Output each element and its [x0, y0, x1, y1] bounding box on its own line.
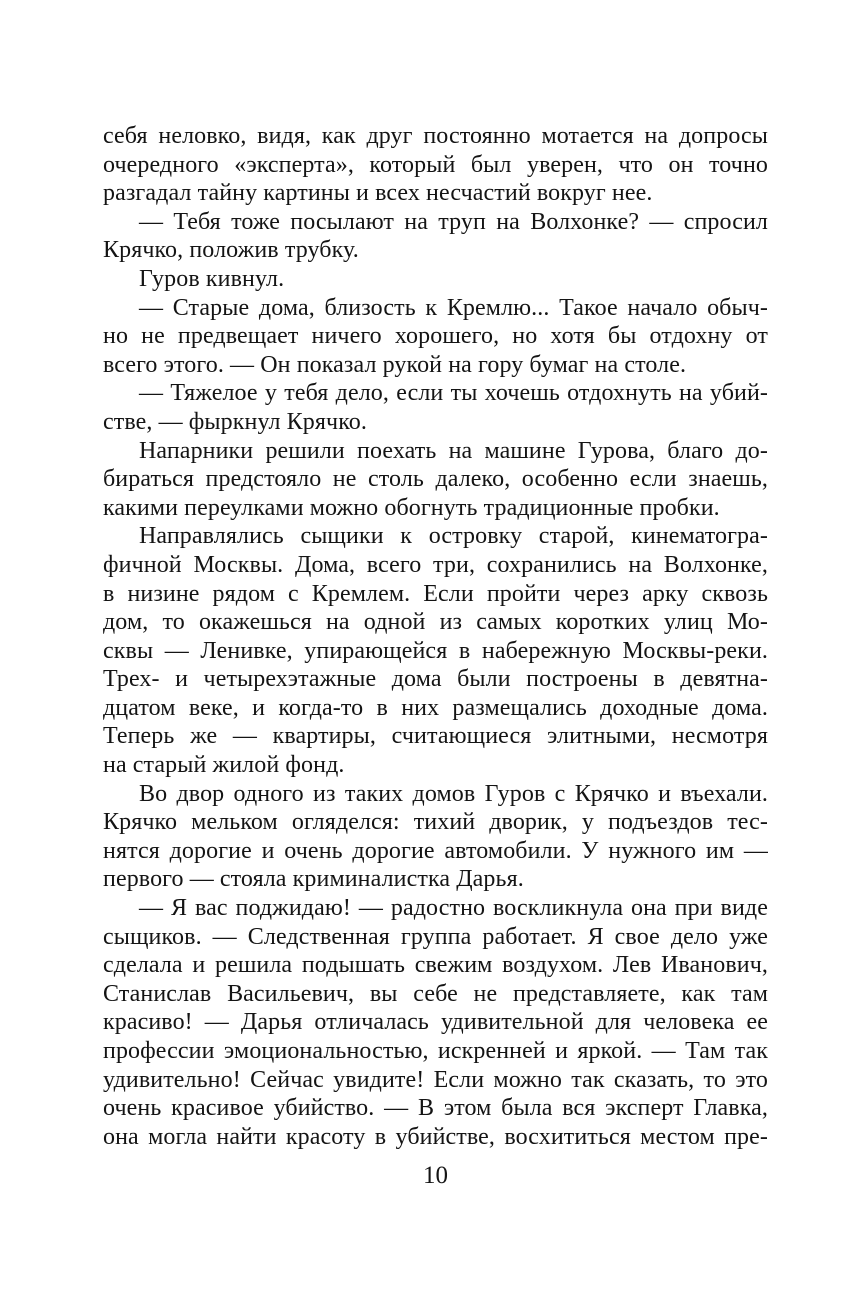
text-line: — Тяжелое у тебя дело, если ты хочешь отдохнуть на убий- — [139, 380, 768, 407]
text-line: стве, — фыркнул Крячко. — [103, 408, 367, 435]
text-line: себя неловко, видя, как друг постоянно мотается на допросы — [103, 123, 768, 149]
paragraph — [103, 780, 768, 894]
text-line: сквы — Ленивке, упирающейся в набережную Москвы-реки. — [103, 637, 768, 664]
text-line: Направлялись сыщики к островку старой, кинематогра- — [139, 523, 768, 550]
text-line: на старый жилой фонд. — [103, 752, 345, 779]
page-number: 10 — [423, 1162, 448, 1189]
text-line: но не предвещает ничего хорошего, но хотя бы отдохну от — [103, 323, 768, 350]
text-line: дцатом веке, и когда-то в них размещались доходные дома. — [103, 694, 768, 721]
paragraph — [103, 208, 768, 265]
text-line: нятся дорогие и очень дорогие автомобили. У нужного им — — [103, 837, 768, 864]
text-line: Трех- и четырехэтажные дома были построены в девятна- — [103, 666, 768, 693]
text-line: Напарники решили поехать на машине Гурова, благо до- — [139, 437, 768, 464]
paragraph — [103, 437, 768, 523]
paragraph — [103, 522, 768, 779]
paragraph — [103, 265, 768, 294]
text-line: сыщиков. — Следственная группа работает. Я свое дело уже — [103, 923, 768, 950]
text-line: Теперь же — квартиры, считающиеся элитными, несмотря — [103, 723, 768, 750]
paragraph — [103, 294, 768, 380]
text-line: бираться предстояло не столь далеко, особенно если знаешь, — [103, 466, 768, 493]
text-line: в низине рядом с Кремлем. Если пройти через арку сквозь — [103, 580, 768, 607]
text-line: — Я вас поджидаю! — радостно воскликнула она при виде — [139, 895, 768, 922]
text-line: очередного «эксперта», который был уверен, что он точно — [103, 151, 768, 178]
text-line: разгадал тайну картины и всех несчастий вокруг нее. — [103, 180, 653, 207]
text-line: удивительно! Сейчас увидите! Если можно так сказать, то это — [103, 1066, 768, 1093]
paragraph — [103, 379, 768, 436]
text-line: всего этого. — Он показал рукой на гору бумаг на столе. — [103, 351, 687, 378]
text-line: — Тебя тоже посылают на труп на Волхонке? — спросил — [139, 208, 768, 235]
text-line: какими переулками можно обогнуть традиционные пробки. — [103, 494, 720, 521]
paragraph — [103, 122, 768, 208]
text-line: — Старые дома, близость к Кремлю... Такое начало обыч- — [139, 294, 768, 321]
paragraph — [103, 894, 768, 1151]
text-line: дом, то окажешься на одной из самых коротких улиц Мо- — [103, 609, 768, 636]
text-line: Гуров кивнул. — [139, 265, 285, 292]
text-line: фичной Москвы. Дома, всего три, сохранились на Волхонке, — [103, 551, 768, 578]
text-line: очень красивое убийство. — В этом была вся эксперт Главка, — [103, 1095, 768, 1122]
text-line: профессии эмоциональностью, искренней и яркой. — Там так — [103, 1038, 768, 1064]
text-line: сделала и решила подышать свежим воздухом. Лев Иванович, — [103, 952, 768, 979]
text-line: красиво! — Дарья отличалась удивительной для человека ее — [103, 1009, 768, 1036]
page-text-block — [103, 122, 768, 1151]
text-line: Во двор одного из таких домов Гуров с Крячко и въехали. — [139, 780, 768, 807]
text-line: она могла найти красоту в убийстве, восхититься местом пре- — [103, 1123, 768, 1150]
text-line: Станислав Васильевич, вы себе не представляете, как там — [103, 980, 768, 1007]
text-line: первого — стояла криминалистка Дарья. — [103, 866, 524, 893]
text-line: Крячко мельком огляделся: тихий дворик, у подъездов тес- — [103, 809, 768, 836]
text-line: Крячко, положив трубку. — [103, 237, 359, 264]
